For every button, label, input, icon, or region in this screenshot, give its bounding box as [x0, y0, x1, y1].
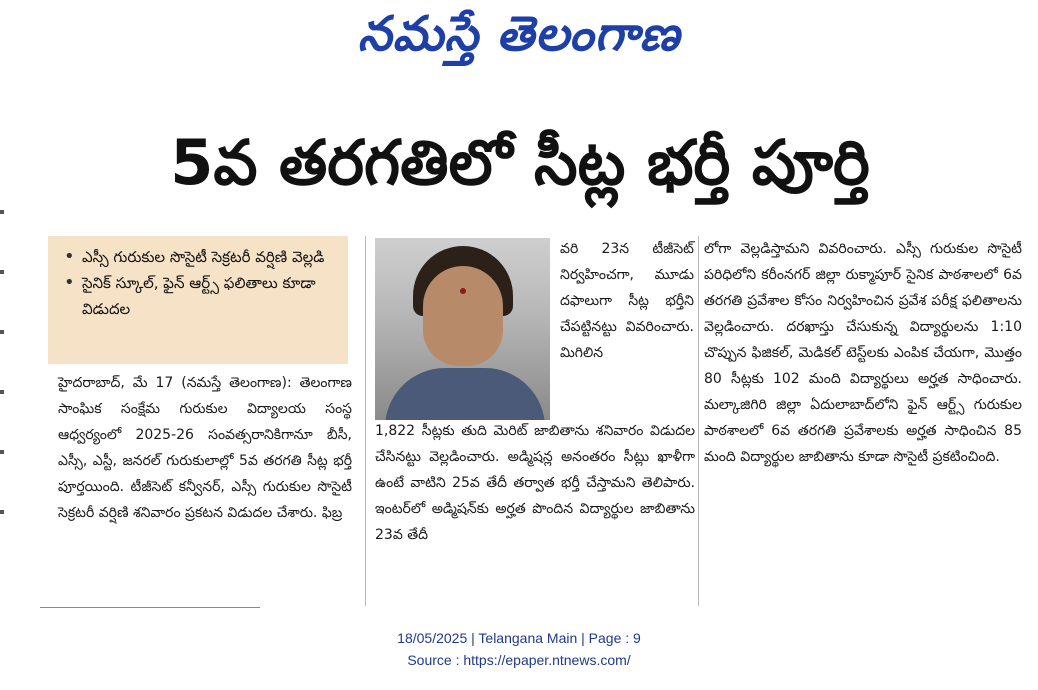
article-column-3 — [704, 236, 1022, 470]
article-text: హైదరాబాద్, మే 17 (నమస్తే తెలంగాణ): తెలంగాణ సాంఘిక సంక్షేమ గురుకుల విద్యాలయ సంస్థ ఆధ్వర్యంలో 2025-26 సంవత్సరానికిగానూ బీసీ, ఎస్సీ, ఎస్టీ, జనరల్ గురుకులాల్లో 5వ తరగతి సీట్ల భర్తీ పూర్తయింది. టీజీసెట్ కన్వీనర్, ఎస్సీ గురుకుల సొసైటీ సెక్రటరీ వర్షిణి శనివారం ప్రకటన విడుదల చేశారు. ఫిబ్ర — [58, 375, 352, 521]
article-text: వరి 23న టీజీసెట్ నిర్వహించగా, మూడు దఫాలుగా సీట్ల భర్తీని చేపట్టినట్టు వివరించారు. మిగిలిన — [560, 241, 694, 361]
headline: 5వ తరగతిలో సీట్ల భర్తీ పూర్తి — [170, 126, 870, 199]
footer-source-line: Source : https://epaper.ntnews.com/ — [407, 652, 631, 668]
article-text: లోగా వెల్లడిస్తామని వివరించారు. ఎస్సీ గురుకుల సొసైటీ పరిధిలోని కరీంనగర్ జిల్లా రుక్మాపూర్ సైనిక పాఠశాలలో 6వ తరగతి ప్రవేశాల కోసం నిర్వహించిన ప్రవేశ పరీక్ష ఫలితాలను వెల్లడించారు. దరఖాస్తు చేసుకున్న విద్యార్థులను 1:10 చొప్పున ఫిజికల్, మెడికల్ టెస్ట్‌లకు ఎంపిక చేయగా, మొత్తం 80 సీట్లకు 102 మంది విద్యార్థులు అర్హత సాధించారు. మల్కాజిగిరి జిల్లా ఏదులాబాద్‌లోని ఫైన్ ఆర్ట్స్ గురుకుల పాఠశాలలో 6వ తరగతి ప్రవేశాలకు అర్హత సాధించిన 85 మంది విద్యార్థుల జాబితాను కూడా సొసైటీ ప్రకటించింది. — [704, 241, 1022, 465]
article-column-2-top — [560, 236, 694, 366]
margin-mark — [0, 210, 4, 214]
margin-mark — [0, 390, 4, 394]
article-column-1 — [58, 370, 352, 526]
person-photo — [375, 238, 550, 420]
margin-mark — [0, 510, 4, 514]
margin-mark — [0, 270, 4, 274]
footer-date-line: 18/05/2025 | Telangana Main | Page : 9 — [397, 630, 641, 646]
article-text: 1,822 సీట్లకు తుది మెరిట్ జాబితాను శనివారం విడుదల చేసినట్టు వెల్లడించారు. అడ్మిషన్ల అనంతరం సీట్లు ఖాళీగా ఉంటే వాటిని 25వ తేదీ తర్వాత భర్తీ చేస్తామని తెలిపారు. ఇంటర్‌లో అడ్మిషన్‌కు అర్హత పొందిన విద్యార్థుల జాబితాను 23వ తేదీ — [375, 423, 695, 543]
highlight-item: • ఎస్సీ గురుకుల సొసైటీ సెక్రటరీ వర్షిణి వెల్లడి — [56, 244, 340, 270]
bottom-rule — [40, 607, 260, 608]
newspaper-masthead: నమస్తే తెలంగాణ — [357, 6, 681, 62]
highlights-box — [48, 236, 348, 364]
highlight-item: • సైనిక్ స్కూల్, ఫైన్ ఆర్ట్స్ ఫలితాలు కూడా విడుదల — [56, 270, 340, 322]
article-column-2-bottom — [375, 418, 695, 548]
margin-mark — [0, 450, 4, 454]
column-divider — [698, 236, 699, 606]
column-divider — [365, 236, 366, 606]
margin-mark — [0, 330, 4, 334]
